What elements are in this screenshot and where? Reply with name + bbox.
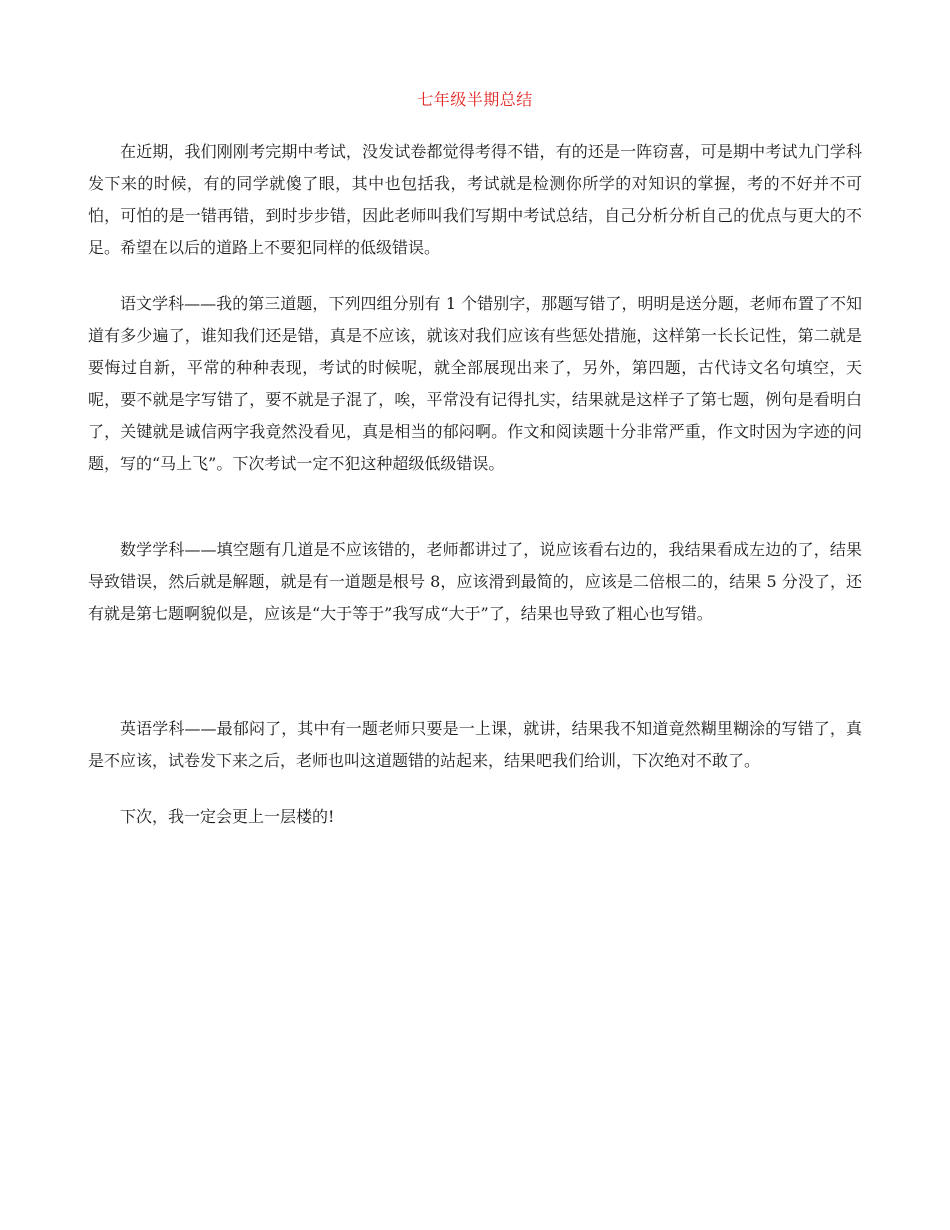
paragraph-english: 英语学科——最郁闷了，其中有一题老师只要是一上课，就讲，结果我不知道竟然糊里糊涂的写错了，真是不应该，试卷发下来之后，老师也叫这道题错的站起来，结果吧我们给训，下次绝对不敢了。: [88, 719, 862, 770]
paragraph-chinese: 语文学科——我的第三道题，下列四组分别有 1 个错别字，那题写错了，明明是送分题，老师布置了不知道有多少遍了，谁知我们还是错，真是不应该，就该对我们应该有些惩处措施，这样第一长长记性，第二就是要悔过自新，平常的种种表现，考试的时候呢，就全部展现出来了，另外，第四题，古代诗文名句填空，天呢，要不就是字写错了，要不就是子混了，唉，平常没有记得扎实，结果就是这样子了第七题，例句是看明白了，关键就是诚信两字我竟然没看见，真是相当的郁闷啊。作文和阅读题十分非常严重，作文时因为字迹的问题，写的“马上飞”。下次考试一定不犯这种超级低级错误。: [88, 294, 862, 473]
paragraph-intro: 在近期，我们刚刚考完期中考试，没发试卷都觉得考得不错，有的还是一阵窃喜，可是期中考试九门学科发下来的时候，有的同学就傻了眼，其中也包括我，考试就是检测你所学的对知识的掌握，考的不好并不可怕，可怕的是一错再错，到时步步错，因此老师叫我们写期中考试总结，自己分析分析自己的优点与更大的不足。希望在以后的道路上不要犯同样的低级错误。: [88, 142, 862, 257]
paragraph-closing: 下次，我一定会更上一层楼的!: [120, 807, 335, 826]
document-title: 七年级半期总结: [417, 90, 533, 109]
paragraph-math: 数学学科——填空题有几道是不应该错的，老师都讲过了，说应该看右边的，我结果看成左边的了，结果导致错误，然后就是解题，就是有一道题是根号 8，应该滑到最简的，应该是二倍根二的，结果 5 分没了，还有就是第七题啊貌似是，应该是“大于等于”我写成“大于”了，结果也导致了粗心也写错。: [88, 540, 862, 623]
